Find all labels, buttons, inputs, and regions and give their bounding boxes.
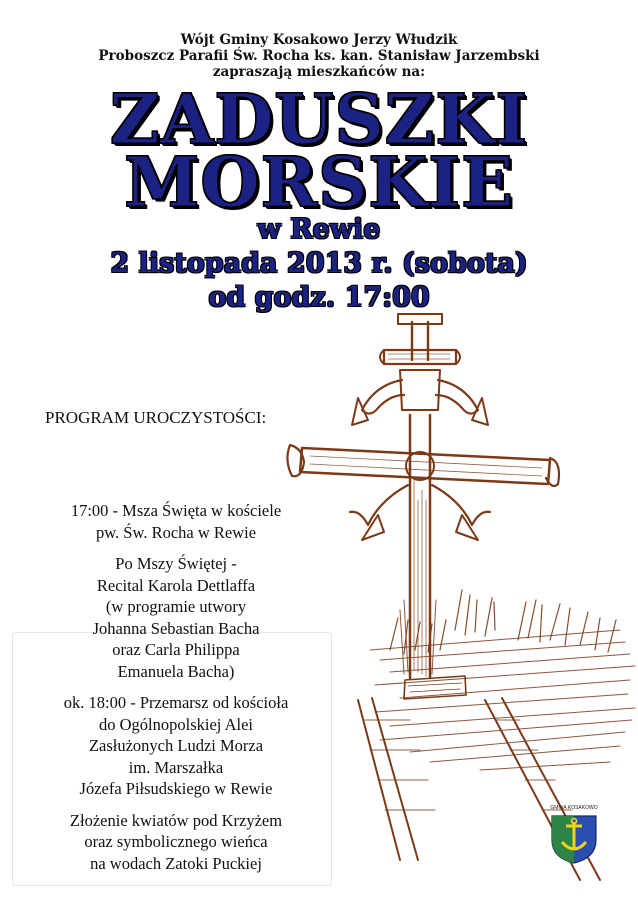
- program-line: Złożenie kwiatów pod Krzyżem: [69, 810, 283, 830]
- program-line: im. Marszałka: [128, 757, 224, 777]
- program-line: Emanuela Bacha): [117, 661, 235, 681]
- cross-sketch-illustration: [280, 300, 638, 890]
- program-line: (w programie utwory: [105, 597, 247, 616]
- crest-label: GMINA KOSAKOWO: [550, 805, 598, 811]
- program-line: oraz Carla Philippa: [112, 640, 240, 659]
- program-heading: PROGRAM UROCZYSTOŚCI:: [45, 408, 267, 427]
- program-list: [26, 500, 326, 884]
- program-item: [26, 692, 326, 800]
- program-line: do Ogólnopolskiej Alei: [99, 714, 253, 734]
- program-line: oraz symbolicznego wieńca: [84, 832, 268, 851]
- program-line: 17:00 - Msza Święta w kościele: [70, 501, 282, 520]
- program-item: [26, 553, 326, 682]
- event-place: w Rewie: [257, 214, 381, 245]
- program-line: na wodach Zatoki Puckiej: [90, 853, 262, 873]
- program-line: Johanna Sebastian Bacha: [92, 618, 260, 638]
- organizer-line-2: Proboszcz Parafii Św. Rocha ks. kan. Stanisław Jarzembski: [98, 48, 540, 64]
- program-line: pw. Św. Rocha w Rewie: [95, 522, 257, 542]
- event-time: od godz. 17:00: [208, 282, 430, 313]
- program-line: Recital Karola Dettlaffa: [96, 575, 256, 595]
- invitation-line: zapraszają mieszkańców na:: [212, 64, 426, 80]
- coat-of-arms-icon: [548, 810, 600, 865]
- organizer-line-1: Wójt Gminy Kosakowo Jerzy Włudzik: [180, 32, 458, 48]
- program-line: Po Mszy Świętej -: [115, 554, 237, 573]
- title-line-1: ZADUSZKI: [109, 80, 529, 160]
- program-item: [26, 810, 326, 875]
- event-date: 2 listopada 2013 r. (sobota): [110, 248, 528, 279]
- program-line: Zasłużonych Ludzi Morza: [88, 736, 264, 755]
- program-item: [26, 500, 326, 543]
- title-line-2: MORSKIE: [124, 143, 514, 223]
- program-line: Józefa Piłsudskiego w Rewie: [79, 779, 273, 798]
- program-line: ok. 18:00 - Przemarsz od kościoła: [63, 693, 289, 712]
